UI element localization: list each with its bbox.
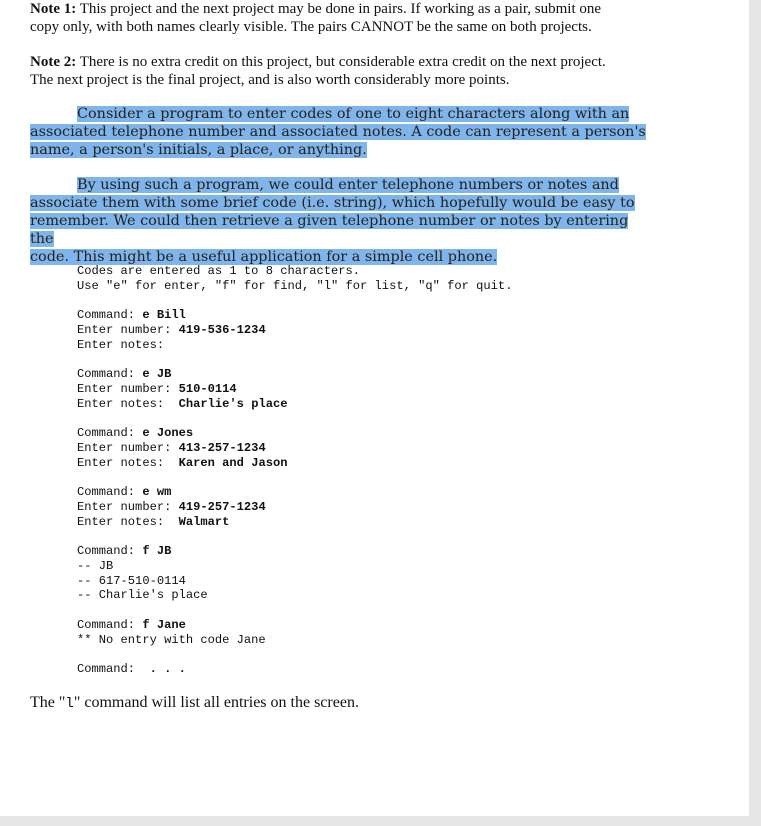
note-1-label: Note 1: xyxy=(30,1,77,17)
command-prompt: Command: xyxy=(77,426,143,440)
notes-prompt: Enter notes: xyxy=(77,455,172,470)
notes-input: Walmart xyxy=(178,514,230,529)
footer-sentence xyxy=(30,693,359,714)
find-jane xyxy=(77,618,266,648)
command-prompt: Command: xyxy=(77,308,143,322)
notes-input: Karen and Jason xyxy=(178,455,288,470)
note-2 xyxy=(30,53,670,89)
entry-jones xyxy=(77,426,288,470)
command-prompt: Command: xyxy=(77,367,143,381)
find-jb xyxy=(77,544,208,603)
entry-bill xyxy=(77,308,266,352)
note-2-label: Note 2: xyxy=(30,54,77,70)
paragraph-1-line: name, a person's initials, a place, or anything. xyxy=(30,142,367,158)
notes-input: Charlie's place xyxy=(178,396,288,411)
command-prompt: Command: xyxy=(77,544,143,558)
notes-prompt: Enter notes: xyxy=(77,396,172,411)
find-output: -- JB xyxy=(77,558,114,573)
paragraph-2-line: remember. We could then retrieve a given telephone number or notes by entering the xyxy=(30,213,629,247)
command-prompt: Command: xyxy=(77,618,143,632)
find-output: -- Charlie's place xyxy=(77,588,208,603)
command-input: f Jane xyxy=(142,618,186,632)
number-input: 510-0114 xyxy=(178,381,237,396)
note-2-line2: The next project is the final project, and is also worth considerably more points. xyxy=(30,72,510,88)
paragraph-2-line: code. This might be a useful application for a simple cell phone. xyxy=(30,249,498,265)
paragraph-1 xyxy=(30,105,650,159)
command-input: e wm xyxy=(142,485,172,499)
number-input: 419-257-1234 xyxy=(178,499,266,514)
find-output: -- 617-510-0114 xyxy=(77,573,186,588)
note-1-line1: This project and the next project may be done in pairs. If working as a pair, submit one xyxy=(76,1,602,17)
paragraph-1-line: Consider a program to enter codes of one to eight characters along with an xyxy=(77,106,630,122)
footer-post: " command will list all entries on the screen. xyxy=(73,694,359,711)
number-prompt: Enter number: xyxy=(77,440,179,455)
footer-code: l xyxy=(65,696,74,712)
number-prompt: Enter number: xyxy=(77,381,179,396)
final-command xyxy=(77,662,186,677)
number-prompt: Enter number: xyxy=(77,499,179,514)
command-prompt: Command: xyxy=(77,485,143,499)
number-prompt: Enter number: xyxy=(77,322,179,337)
entry-jb xyxy=(77,367,288,411)
command-input: e JB xyxy=(142,367,172,381)
intro-line-1: Codes are entered as 1 to 8 characters. xyxy=(77,264,361,278)
paragraph-2-line: By using such a program, we could enter telephone numbers or notes and xyxy=(77,177,619,193)
number-input: 419-536-1234 xyxy=(178,322,266,337)
note-1 xyxy=(30,0,670,36)
notes-prompt: Enter notes: xyxy=(77,514,172,529)
paragraph-1-line: associated telephone number and associated notes. A code can represent a person's xyxy=(30,124,646,140)
paragraph-2-line: associate them with some brief code (i.e. string), which hopefully would be easy to xyxy=(30,195,635,211)
footer-pre: The " xyxy=(30,694,66,711)
session-intro xyxy=(77,264,512,294)
command-input: f JB xyxy=(142,544,172,558)
entry-wm xyxy=(77,485,266,529)
command-input: . . . xyxy=(149,662,186,676)
find-output: ** No entry with code Jane xyxy=(77,632,266,647)
number-input: 413-257-1234 xyxy=(178,440,266,455)
command-input: e Jones xyxy=(142,426,194,440)
intro-line-2: Use "e" for enter, "f" for find, "l" for list, "q" for quit. xyxy=(77,278,513,293)
note-1-line2: copy only, with both names clearly visible. The pairs CANNOT be the same on both projects. xyxy=(30,19,592,35)
paragraph-2 xyxy=(30,176,650,266)
notes-prompt: Enter notes: xyxy=(77,337,172,352)
command-prompt: Command: xyxy=(77,662,143,676)
note-2-line1: There is no extra credit on this project, but considerable extra credit on the next project. xyxy=(76,54,606,70)
command-input: e Bill xyxy=(142,308,186,322)
